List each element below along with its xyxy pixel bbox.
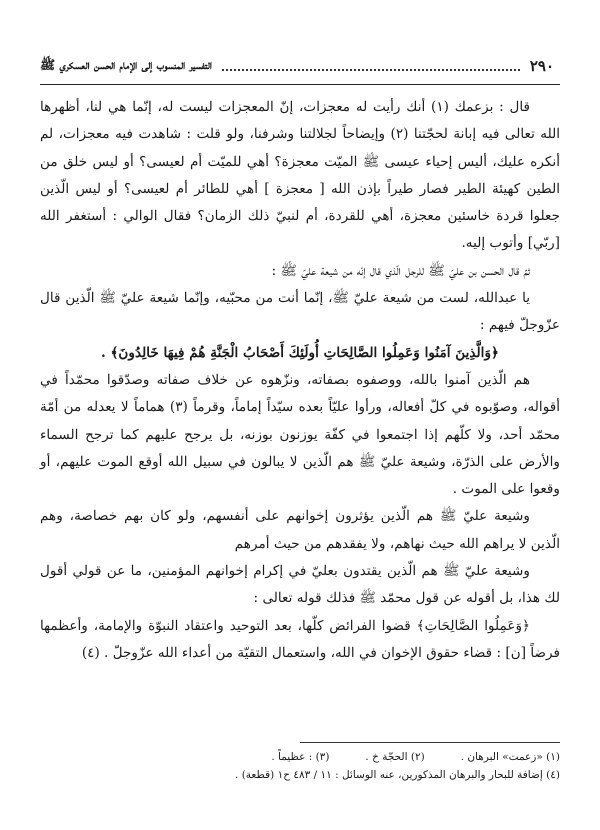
paragraph: ثمّ قال الحسن بن عليّ ﷺ للرجل الّذي قال إنّه من شيعة عليّ ﷺ : [271, 262, 530, 279]
page-number: ٢٩٠ [529, 57, 554, 75]
footnote-4: (٤) إضافة للبحار والبرهان المذكورين، عنه الوسائل : ١١ / ٤٨٣ ح١ (قطعة) . [235, 769, 560, 781]
paragraph: هم الّذين آمنوا بالله، ووصفوه بصفاته، ونزّهوه عن خلاف صفاته وصدّقوا محمّداً في أقواله، وصوّبوه في كلّ أفعاله، ورأوا عليّاً بعده سيّداً إماماً، وقرماً (٣) هماماً لا يعدله من أمّة محمّد أحد، ولا كلّهم إذا اجتمعوا في كفّة يوزنون بوزنه، بل يرجح عليهم كما ترجح السماء والأرض على الذرّة، وشيعة عليّ ﷺ هم الّذين لا يبالون في سبيل الله أوقع الموت عليهم، أو وقعوا على الموت . [40, 371, 561, 498]
footnotes [40, 748, 560, 784]
page-header [40, 46, 560, 86]
paragraph: وشيعة عليّ ﷺ هم الّذين يقتدون بعليّ في إكرام إخوانهم المؤمنين، ما عن قولي أقول لك هذا، بل أقوله عن قول محمّد ﷺ فذلك قوله تعالى : [40, 563, 560, 607]
paragraph: يا عبدالله، لست من شيعة عليّ ﷺ، إنّما أنت من محبّيه، وإنّما شيعة عليّ ﷺ الّذين قال عزّوجلّ فيهم : [40, 290, 560, 334]
running-title: التفسير المنسوب إلى الإمام الحسن العسكري ﷺ [40, 56, 212, 72]
header-dotted-rule [222, 61, 520, 71]
footnote-row [40, 748, 560, 766]
footnote-rule [300, 742, 560, 743]
paragraph: ﴿وَعَمِلُوا الصَّالِحَاتِ﴾ قضوا الفرائض كلّها، بعد التوحيد واعتقاد النبوّة والإمامة، وأعظمها فرضاً [ن] : قضاء حقوق الإخوان في الله، واستعمال التقيّة من أعداء الله عزّوجلّ . (٤) [40, 617, 560, 661]
main-text [40, 94, 560, 667]
footnote-2: (٢) الحجّة خ . [365, 751, 425, 763]
paragraph: قال : بزعمك (١) أنك رأيت له معجزات، إنّ المعجزات ليست له، إنّما هي لنا، أظهرها الله تعالى فيه إبانة لحجّتنا (٢) وإيضاحاً لجلالتنا وشرفنا، ولو قلت : شاهدت فيه معجزات، لم أنكره عليك، أليس إحياء عيسى ﷺ الميّت معجزة؟ أهي للميّت أم لعيسى؟ أو ليس خلق من الطين كهيئة الطير فصار طيراً بإذن الله [ معجزة ] أهي للطائر أم لعيسى؟ أو ليس الّذين جعلوا قردة خاسئين معجزة، أهي للقردة، أم لنبيّ ذلك الزمان؟ فقال الوالي : أستغفر الله [ربّي] وأتوب إليه. [40, 99, 560, 252]
footnote-1: (١) «زعمت» البرهان . [460, 751, 560, 763]
paragraph: وشيعة عليّ ﷺ هم الّذين يؤثرون إخوانهم على أنفسهم، ولو كان بهم خصاصة، وهم الّذين لا يراهم الله حيث نهاهم، ولا يفقدهم من حيث أمرهم [40, 508, 560, 552]
book-page [40, 0, 560, 830]
footnote-3: (٣) : عظيماً . [271, 751, 330, 763]
header-rule [40, 84, 560, 85]
quran-verse: ﴿وَالَّذِينَ آمَنُوا وَعَمِلُوا الصَّالِحَاتِ أُولَئِكَ أَصْحَابُ الْجَنَّةِ هُمْ فِيهَا خَالِدُونَ﴾ . [101, 344, 499, 361]
